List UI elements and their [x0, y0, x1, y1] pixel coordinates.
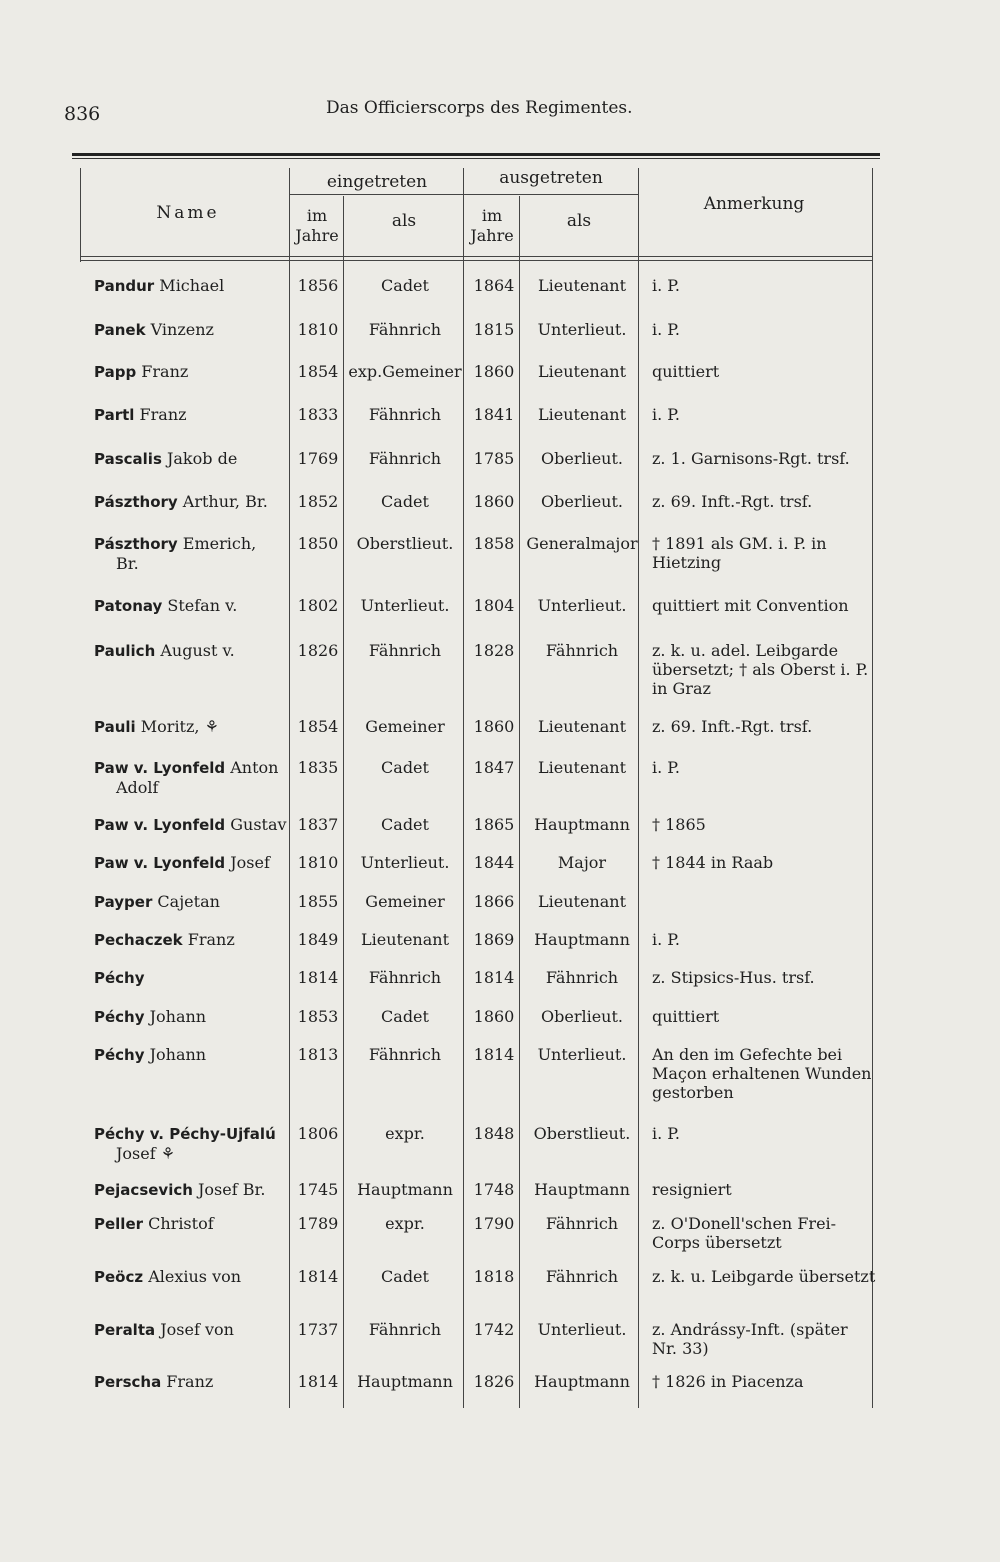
given-name: Josef von [155, 1320, 234, 1339]
given-name: Josef [225, 853, 270, 872]
group-underline-entered [289, 194, 463, 195]
surname: Perscha [94, 1373, 162, 1391]
given-name: Josef Br. [192, 1180, 266, 1199]
cell-rank-entered: Fähnrich [368, 968, 442, 987]
cell-year-left: 1860 [473, 1007, 515, 1026]
header-bottom-rule [80, 256, 872, 257]
given-name-continued: Josef ⚘ [116, 1144, 176, 1163]
cell-year-left: 1865 [473, 815, 515, 834]
running-title: Das Officierscorps des Regimentes. [326, 98, 633, 118]
cell-rank-entered: Cadet [381, 276, 429, 295]
cell-rank-left: Fähnrich [545, 1214, 619, 1233]
surname: Paulich [94, 642, 156, 660]
cell-rank-left: Fähnrich [545, 1267, 619, 1286]
given-name-continued: Br. [116, 554, 139, 573]
cell-remark: i. P. [652, 276, 680, 295]
cell-rank-left: Lieutenant [538, 362, 626, 381]
cell-year-entered: 1854 [297, 362, 339, 381]
cell-remark: An den im Gefechte bei Maçon erhaltenen Wunden gestorben [652, 1045, 872, 1102]
cell-name [94, 405, 290, 425]
cell-year-left: 1785 [473, 449, 515, 468]
cell-rank-entered: Hauptmann [357, 1372, 453, 1391]
cell-year-left: 1826 [473, 1372, 515, 1391]
surname: Peller [94, 1215, 144, 1233]
cell-name [94, 892, 290, 912]
cell-year-left: 1818 [473, 1267, 515, 1286]
cell-year-entered: 1837 [297, 815, 339, 834]
cell-year-entered: 1849 [297, 930, 339, 949]
cell-remark: i. P. [652, 1124, 680, 1143]
cell-rank-left: Oberstlieut. [533, 1124, 631, 1143]
given-name: Franz [182, 930, 235, 949]
cell-year-entered: 1769 [297, 449, 339, 468]
cell-rank-entered: Gemeiner [365, 892, 445, 911]
surname: Péchy v. Péchy-Ujfalú [94, 1125, 276, 1143]
page-number: 836 [64, 103, 101, 125]
cell-name [94, 1214, 290, 1234]
cell-name [94, 968, 290, 988]
surname: Papp [94, 363, 137, 381]
cell-year-entered: 1856 [297, 276, 339, 295]
cell-year-left: 1858 [473, 534, 515, 553]
surname: Payper [94, 893, 153, 911]
given-name: Gustav [225, 815, 287, 834]
cell-name [94, 276, 290, 296]
header-group-left: ausgetreten [499, 168, 603, 188]
cell-year-left: 1804 [473, 596, 515, 615]
surname: Peralta [94, 1321, 156, 1339]
cell-rank-entered: Unterlieut. [360, 853, 450, 872]
cell-year-entered: 1854 [297, 717, 339, 736]
cell-remark: z. k. u. adel. Leibgarde übersetzt; † als Oberst i. P. in Graz [652, 641, 869, 698]
cell-rank-entered: Hauptmann [357, 1180, 453, 1199]
cell-year-left: 1742 [473, 1320, 515, 1339]
cell-year-left: 1790 [473, 1214, 515, 1233]
header-als-entered: als [391, 211, 417, 231]
cell-year-entered: 1814 [297, 1267, 339, 1286]
cell-year-entered: 1813 [297, 1045, 339, 1064]
cell-rank-left: Major [557, 853, 607, 872]
cell-remark: i. P. [652, 930, 680, 949]
given-name: Franz [136, 362, 189, 381]
cell-year-left: 1860 [473, 492, 515, 511]
cell-remark: quittiert [652, 362, 720, 381]
cell-rank-entered: Lieutenant [361, 930, 449, 949]
cell-year-left: 1844 [473, 853, 515, 872]
cell-remark: z. Andrássy-Inft. (später Nr. 33) [652, 1320, 848, 1358]
given-name: Emerich, [177, 534, 257, 553]
cell-remark: i. P. [652, 320, 680, 339]
surname: Péchy [94, 1008, 145, 1026]
cell-year-entered: 1855 [297, 892, 339, 911]
cell-name [94, 717, 290, 737]
surname: Pejacsevich [94, 1181, 193, 1199]
top-rule-thin [72, 158, 880, 159]
given-name: Michael [154, 276, 225, 295]
cell-remark: z. 69. Inft.-Rgt. trsf. [652, 492, 813, 511]
given-name: Alexius von [143, 1267, 242, 1286]
cell-rank-left: Hauptmann [534, 1180, 630, 1199]
cell-rank-left: Lieutenant [538, 758, 626, 777]
cell-name [94, 1007, 290, 1027]
surname: Péchy [94, 1046, 145, 1064]
surname: Pascalis [94, 450, 162, 468]
cell-year-entered: 1833 [297, 405, 339, 424]
surname: Pauli [94, 718, 136, 736]
cell-name [94, 492, 290, 512]
cell-rank-left: Fähnrich [545, 968, 619, 987]
header-year-line2: Jahre [470, 226, 514, 245]
surname: Pandur [94, 277, 155, 295]
cell-year-entered: 1802 [297, 596, 339, 615]
cell-remark: † 1891 als GM. i. P. in Hietzing [652, 534, 827, 572]
cell-rank-left: Lieutenant [538, 276, 626, 295]
cell-remark: † 1865 [652, 815, 706, 834]
surname: Panek [94, 321, 146, 339]
cell-remark: z. 69. Inft.-Rgt. trsf. [652, 717, 813, 736]
cell-year-entered: 1789 [297, 1214, 339, 1233]
cell-year-left: 1847 [473, 758, 515, 777]
cell-rank-entered: exp.Gemeiner [348, 362, 462, 381]
cell-name [94, 1124, 290, 1163]
cell-remark: z. 1. Garnisons-Rgt. trsf. [652, 449, 850, 468]
cell-rank-entered: Cadet [381, 1007, 429, 1026]
group-underline-left [463, 194, 638, 195]
given-name-continued: Adolf [116, 778, 159, 797]
surname: Pászthory [94, 535, 178, 553]
cell-year-entered: 1850 [297, 534, 339, 553]
cell-name [94, 320, 290, 340]
given-name: Stefan v. [162, 596, 238, 615]
cell-name [94, 1267, 290, 1287]
cell-name [94, 1320, 290, 1340]
cell-year-left: 1814 [473, 968, 515, 987]
cell-name [94, 758, 290, 797]
cell-rank-entered: Fähnrich [368, 1320, 442, 1339]
surname: Partl [94, 406, 135, 424]
surname: Peöcz [94, 1268, 144, 1286]
cell-name [94, 930, 290, 950]
cell-rank-left: Hauptmann [534, 930, 630, 949]
cell-remark: z. Stipsics-Hus. trsf. [652, 968, 815, 987]
cell-year-left: 1828 [473, 641, 515, 660]
cell-rank-entered: expr. [385, 1124, 425, 1143]
cell-rank-entered: Fähnrich [368, 1045, 442, 1064]
cell-rank-left: Oberlieut. [541, 449, 623, 468]
cell-rank-entered: Fähnrich [368, 641, 442, 660]
header-bottom-rule-2 [80, 260, 872, 261]
header-name: Name [156, 203, 220, 223]
cell-rank-left: Unterlieut. [537, 1045, 627, 1064]
given-name: Franz [134, 405, 187, 424]
given-name: Vinzenz [145, 320, 214, 339]
given-name: Jakob de [161, 449, 238, 468]
cell-rank-left: Oberlieut. [541, 1007, 623, 1026]
cell-name [94, 449, 290, 469]
header-remark: Anmerkung [703, 194, 805, 214]
given-name: Arthur, Br. [177, 492, 268, 511]
cell-year-entered: 1737 [297, 1320, 339, 1339]
header-year-line1: im [481, 206, 503, 225]
cell-year-entered: 1826 [297, 641, 339, 660]
cell-year-left: 1864 [473, 276, 515, 295]
cell-name [94, 641, 290, 661]
cell-name [94, 534, 290, 573]
cell-year-left: 1814 [473, 1045, 515, 1064]
cell-year-left: 1860 [473, 362, 515, 381]
cell-remark: i. P. [652, 758, 680, 777]
cell-rank-left: Oberlieut. [541, 492, 623, 511]
surname: Pászthory [94, 493, 178, 511]
cell-year-entered: 1806 [297, 1124, 339, 1143]
cell-remark: quittiert mit Convention [652, 596, 849, 615]
cell-rank-entered: Fähnrich [368, 405, 442, 424]
cell-rank-left: Lieutenant [538, 892, 626, 911]
cell-name [94, 1045, 290, 1065]
cell-year-entered: 1810 [297, 853, 339, 872]
cell-remark: † 1826 in Piacenza [652, 1372, 804, 1391]
cell-rank-entered: Oberstlieut. [356, 534, 454, 553]
cell-year-left: 1815 [473, 320, 515, 339]
header-year-entered [290, 206, 344, 246]
cell-year-left: 1748 [473, 1180, 515, 1199]
cell-remark: quittiert [652, 1007, 720, 1026]
cell-year-left: 1866 [473, 892, 515, 911]
given-name: Johann [144, 1007, 207, 1026]
given-name: Anton [225, 758, 279, 777]
cell-rank-left: Hauptmann [534, 815, 630, 834]
cell-remark: † 1844 in Raab [652, 853, 774, 872]
given-name: Moritz, ⚘ [135, 717, 219, 736]
header-als-left: als [566, 211, 592, 231]
surname: Patonay [94, 597, 163, 615]
table-left-border [80, 168, 81, 262]
header-year-line1: im [306, 206, 328, 225]
given-name: Franz [161, 1372, 214, 1391]
cell-name [94, 853, 290, 873]
header-year-left [464, 206, 520, 246]
cell-year-entered: 1853 [297, 1007, 339, 1026]
cell-name [94, 596, 290, 616]
cell-rank-entered: Cadet [381, 1267, 429, 1286]
cell-rank-entered: Cadet [381, 758, 429, 777]
given-name: Johann [144, 1045, 207, 1064]
header-group-entered: eingetreten [326, 172, 428, 192]
cell-remark: z. O'Donell'schen Frei-Corps übersetzt [652, 1214, 837, 1252]
cell-year-left: 1848 [473, 1124, 515, 1143]
cell-year-entered: 1745 [297, 1180, 339, 1199]
cell-rank-left: Unterlieut. [537, 1320, 627, 1339]
cell-year-entered: 1810 [297, 320, 339, 339]
cell-rank-entered: Cadet [381, 815, 429, 834]
given-name: Christof [143, 1214, 214, 1233]
cell-remark: z. k. u. Leibgarde übersetzt [652, 1267, 876, 1286]
cell-remark: resigniert [652, 1180, 732, 1199]
cell-year-entered: 1814 [297, 968, 339, 987]
cell-rank-left: Lieutenant [538, 405, 626, 424]
cell-rank-entered: Fähnrich [368, 449, 442, 468]
cell-rank-entered: Cadet [381, 492, 429, 511]
header-year-line2: Jahre [295, 226, 339, 245]
surname: Pechaczek [94, 931, 183, 949]
cell-rank-left: Hauptmann [534, 1372, 630, 1391]
cell-name [94, 362, 290, 382]
cell-rank-entered: Fähnrich [368, 320, 442, 339]
cell-name [94, 1372, 290, 1392]
cell-rank-entered: Gemeiner [365, 717, 445, 736]
cell-rank-left: Unterlieut. [537, 596, 627, 615]
cell-year-entered: 1835 [297, 758, 339, 777]
cell-name [94, 815, 290, 835]
surname: Paw v. Lyonfeld [94, 854, 226, 872]
cell-year-left: 1841 [473, 405, 515, 424]
cell-remark: i. P. [652, 405, 680, 424]
cell-name [94, 1180, 290, 1200]
cell-rank-left: Lieutenant [538, 717, 626, 736]
given-name: Cajetan [152, 892, 220, 911]
top-rule [72, 153, 880, 156]
given-name: August v. [155, 641, 235, 660]
cell-rank-left: Generalmajor [526, 534, 638, 553]
cell-year-left: 1860 [473, 717, 515, 736]
cell-year-entered: 1852 [297, 492, 339, 511]
cell-rank-left: Fähnrich [545, 641, 619, 660]
cell-rank-left: Unterlieut. [537, 320, 627, 339]
cell-rank-entered: expr. [385, 1214, 425, 1233]
surname: Péchy [94, 969, 145, 987]
cell-year-entered: 1814 [297, 1372, 339, 1391]
surname: Paw v. Lyonfeld [94, 759, 226, 777]
cell-rank-entered: Unterlieut. [360, 596, 450, 615]
cell-year-left: 1869 [473, 930, 515, 949]
surname: Paw v. Lyonfeld [94, 816, 226, 834]
